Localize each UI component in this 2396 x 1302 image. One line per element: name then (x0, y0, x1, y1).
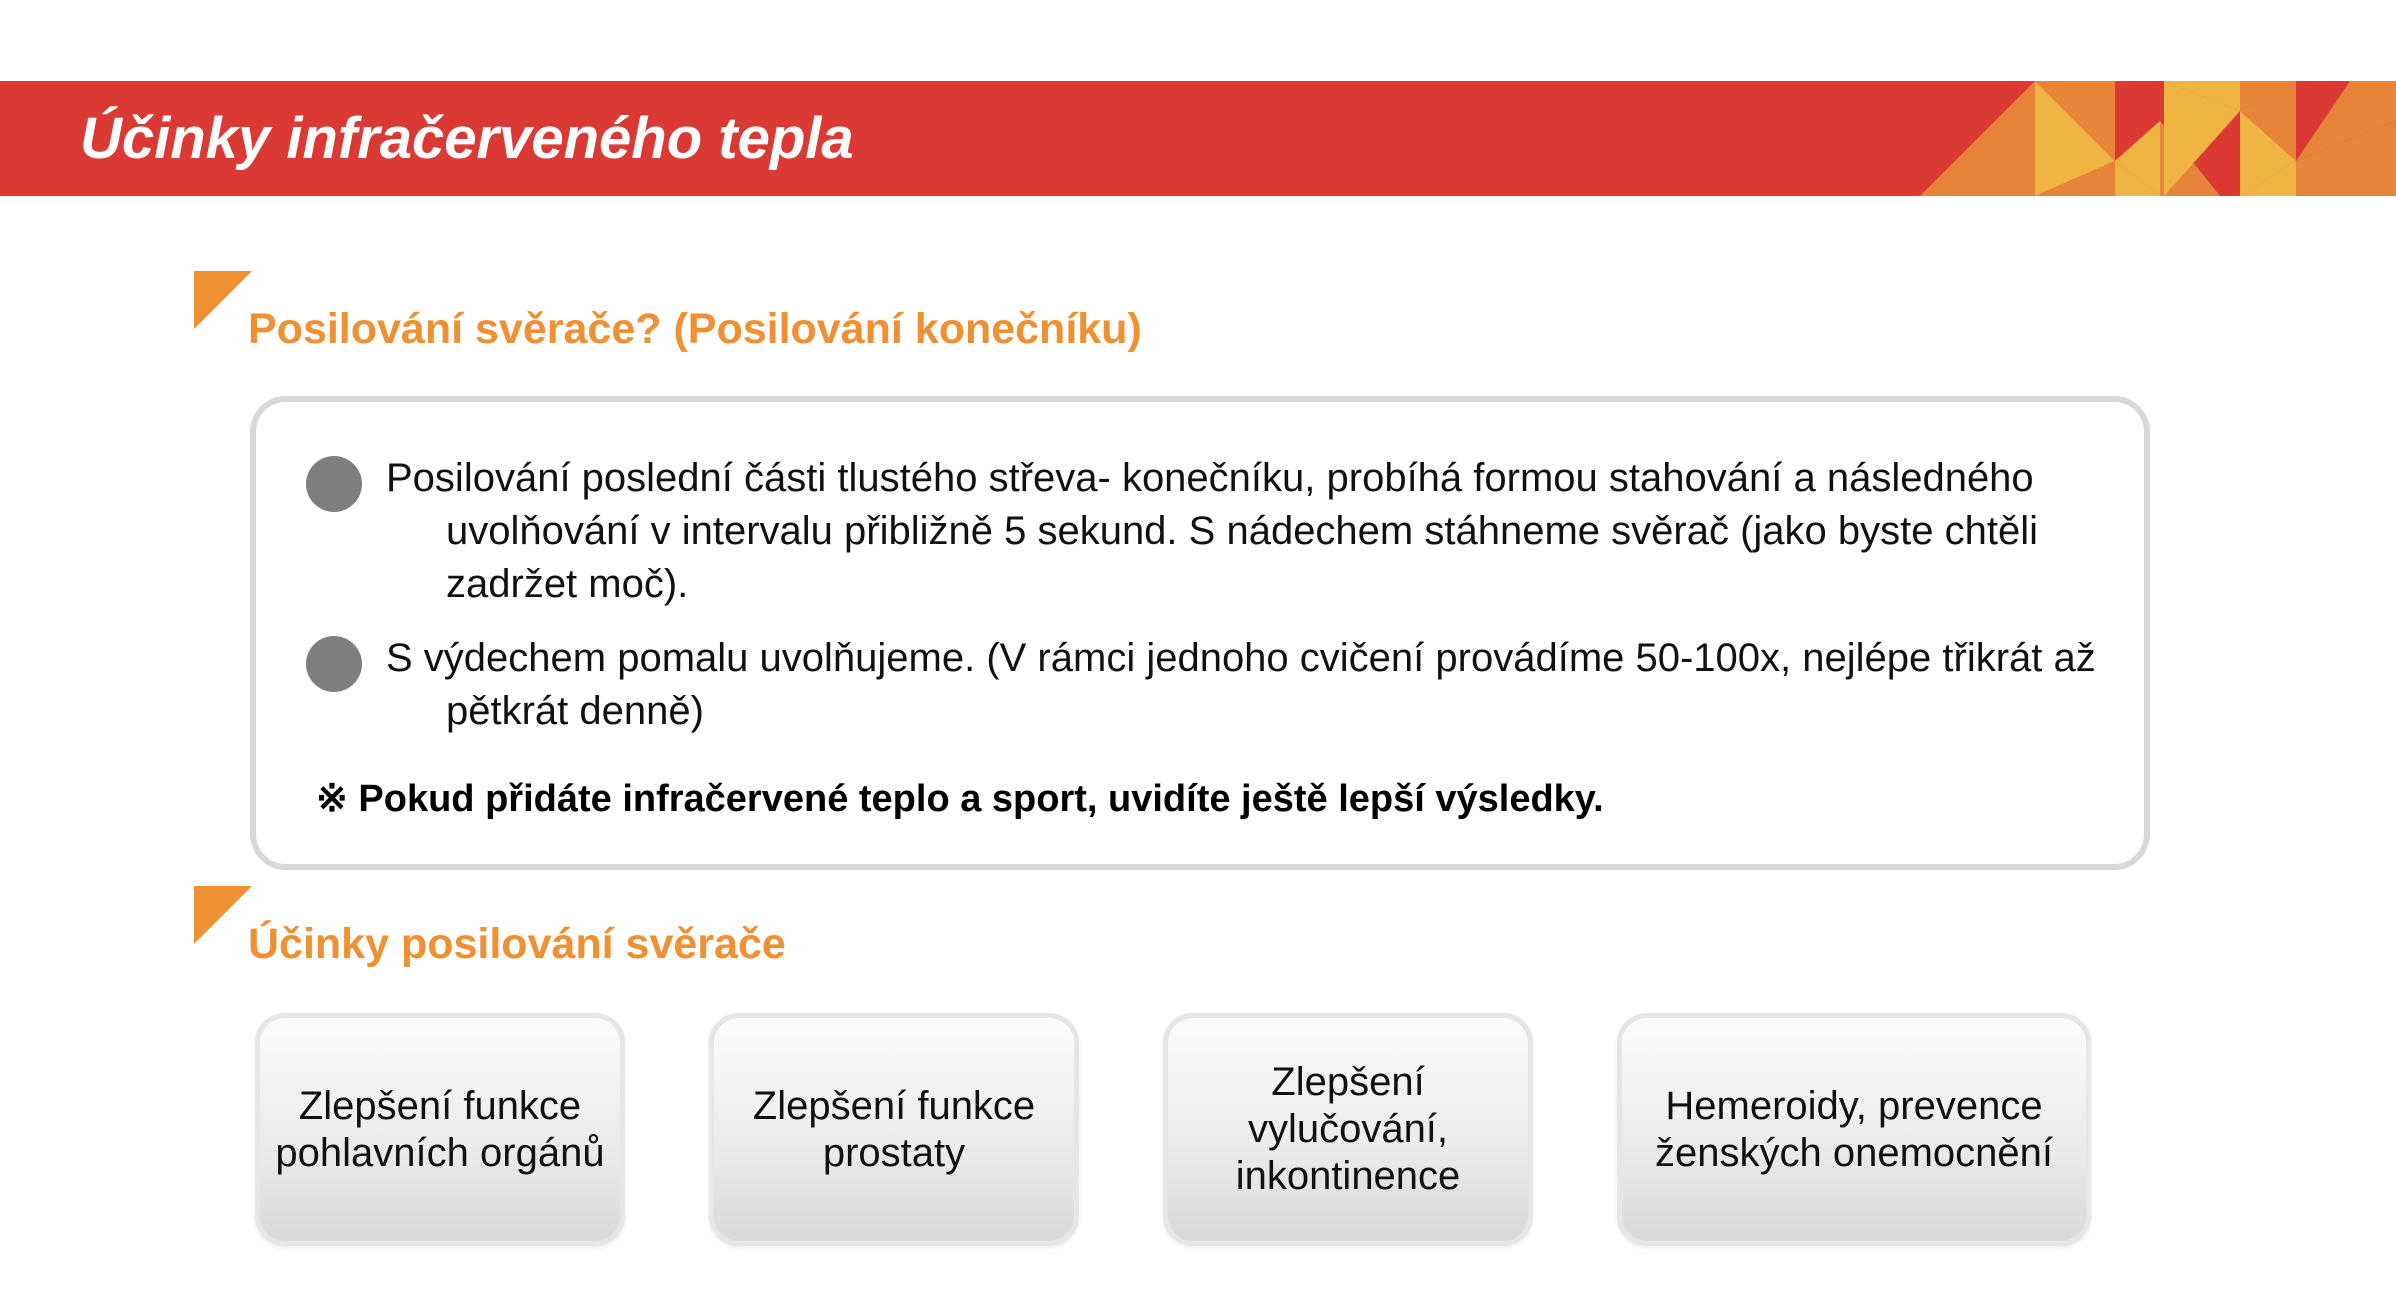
page-title: Účinky infračerveného tepla (80, 106, 854, 171)
effect-card (1163, 1013, 1533, 1246)
section-marker-icon (194, 886, 252, 944)
effect-card-label: Hemeroidy, prevence ženských onemocnění (1654, 1083, 2053, 1175)
bullet-dot-icon (306, 456, 362, 512)
triangle-pattern-decoration (1920, 81, 2396, 196)
bullet-text-1: Posilování poslední části tlustého střeva- konečníku, probíhá formou stahování a následného uvolňování v intervalu přibližně 5 sekund. S nádechem stáhneme svěrač (jako byste chtěli zadržet moč). (386, 456, 2038, 606)
effect-card (255, 1013, 625, 1246)
info-box (250, 396, 2150, 870)
section-title-effects: Účinky posilování svěrače (248, 920, 786, 968)
section-marker-icon (194, 271, 252, 329)
bullet-dot-icon (306, 636, 362, 692)
effect-card-label: Zlepšení funkce pohlavních orgánů (275, 1083, 605, 1175)
effect-card (1617, 1013, 2091, 1246)
section-title-strengthening: Posilování svěrače? (Posilování konečníku) (248, 305, 1142, 353)
bullet-text-2: S výdechem pomalu uvolňujeme. (V rámci jednoho cvičení provádíme 50-100x, nejlépe třikrát až pětkrát denně) (386, 636, 2096, 733)
effect-card-label: Zlepšení funkce prostaty (752, 1083, 1036, 1175)
effect-card-label: Zlepšení vylučování, inkontinence (1235, 1060, 1461, 1198)
header-bar (0, 81, 2396, 196)
note-text: ※ Pokud přidáte infračervené teplo a sport, uvidíte ještě lepší výsledky. (316, 778, 1604, 820)
effect-card (709, 1013, 1079, 1246)
